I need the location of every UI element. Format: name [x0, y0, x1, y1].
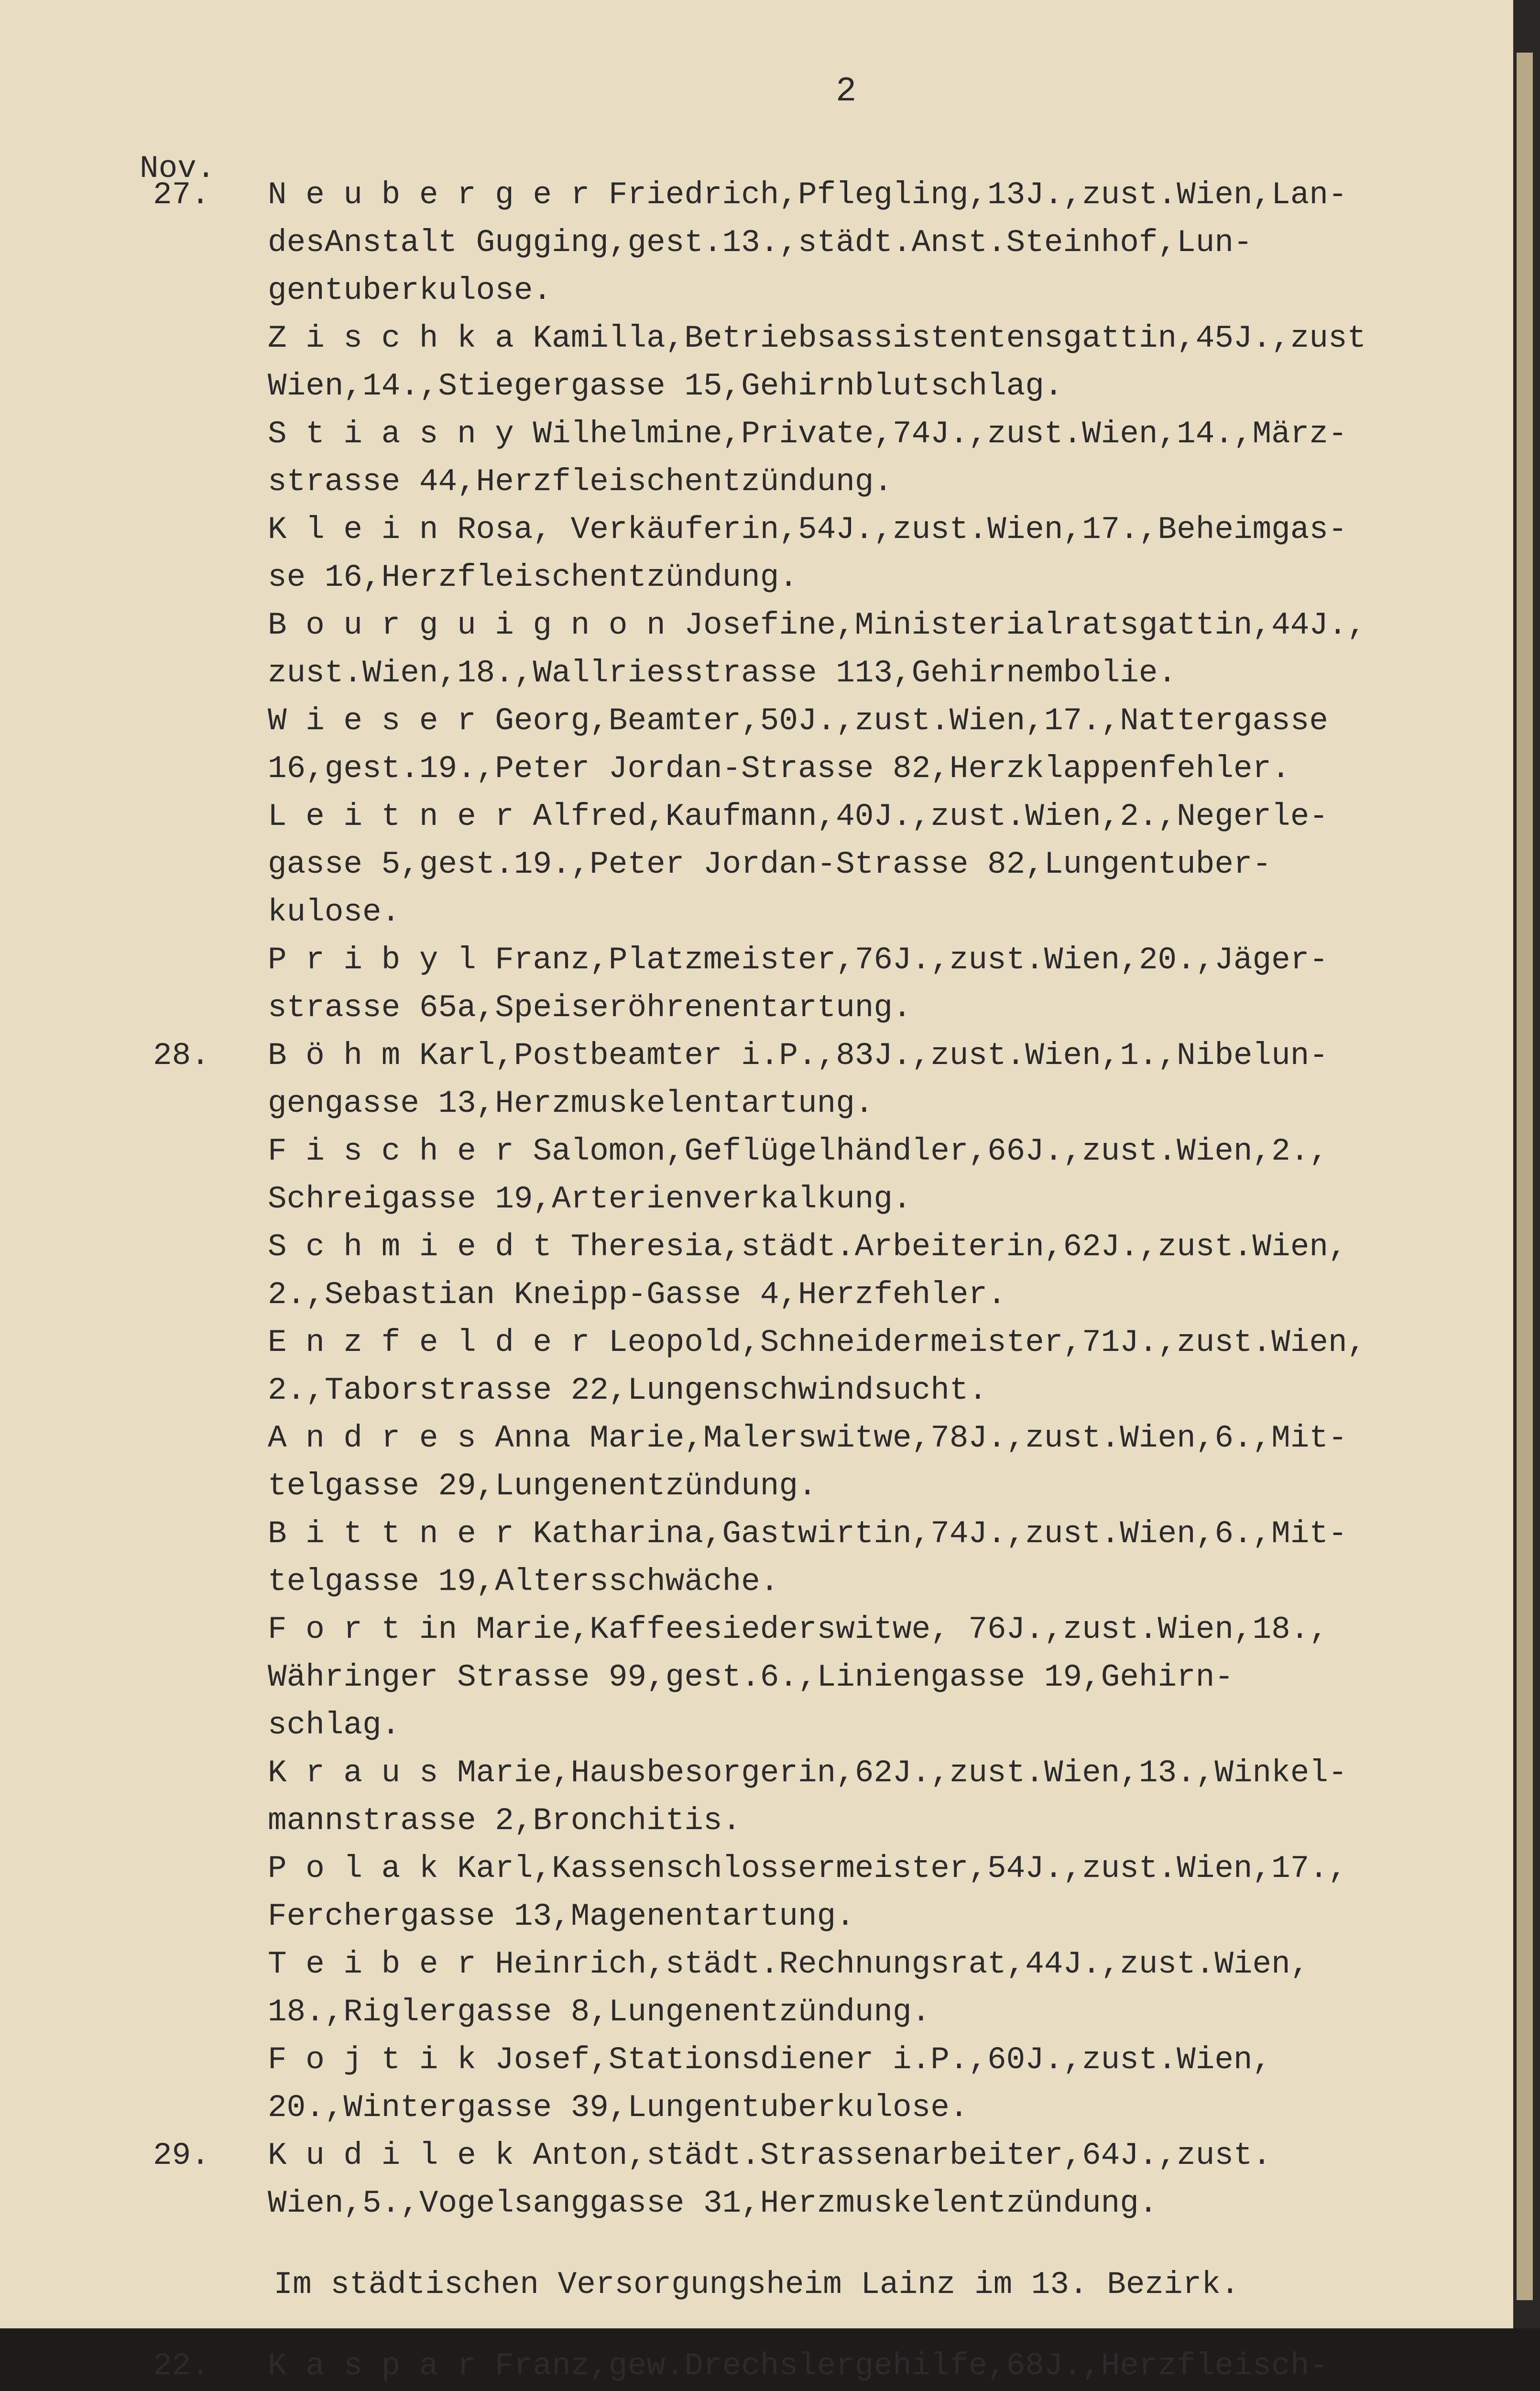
entry-text: K l e i n Rosa, Verkäuferin,54J.,zust.Wien,17.,Beheimgas- [268, 512, 1347, 548]
entry-date: 27. [153, 177, 210, 213]
entry-text: strasse 65a,Speiseröhrenentartung. [268, 990, 912, 1026]
register-line [0, 602, 1513, 649]
entry-text: W i e s e r Georg,Beamter,50J.,zust.Wien,17.,Nattergasse [268, 703, 1328, 739]
entry-text: telgasse 29,Lungenentzündung. [268, 1468, 817, 1504]
entry-text: B i t t n e r Katharina,Gastwirtin,74J.,zust.Wien,6.,Mit- [268, 1516, 1347, 1552]
entry-text: gasse 5,gest.19.,Peter Jordan-Strasse 82,Lungentuber- [268, 846, 1272, 882]
entry-text: F o r t in Marie,Kaffeesiederswitwe, 76J.,zust.Wien,18., [268, 1612, 1328, 1647]
month-label: Nov. [140, 151, 216, 186]
register-line [0, 1701, 1513, 1749]
entry-text: se 16,Herzfleischentzündung. [268, 559, 798, 595]
register-line [0, 1749, 1513, 1797]
entry-text: 2.,Taborstrasse 22,Lungenschwindsucht. [268, 1372, 988, 1408]
register-line [0, 649, 1513, 697]
register-line [0, 1893, 1513, 1941]
entry-text: kulose. [268, 894, 401, 930]
register-line [0, 984, 1513, 1032]
register-line [0, 219, 1513, 267]
entry-text: F i s c h e r Salomon,Geflügelhändler,66J.,zust.Wien,2., [268, 1133, 1328, 1169]
page-number: 2 [836, 72, 857, 111]
register-line [0, 506, 1513, 554]
register-line [0, 1319, 1513, 1367]
entry-text: B o u r g u i g n o n Josefine,Ministerialratsgattin,44J., [268, 607, 1366, 643]
register-line [0, 171, 1513, 219]
entry-text: P r i b y l Franz,Platzmeister,76J.,zust.Wien,20.,Jäger- [268, 942, 1328, 978]
register-line [0, 458, 1513, 506]
register-line [0, 745, 1513, 793]
next-page-edge [1517, 53, 1533, 2300]
register-line [0, 362, 1513, 410]
entry-text: Z i s c h k a Kamilla,Betriebsassistentensgattin,45J.,zust [268, 320, 1366, 356]
entry-text: B ö h m Karl,Postbeamter i.P.,83J.,zust.Wien,1.,Nibelun- [268, 1038, 1328, 1074]
section-heading: Im städtischen Versorgungsheim Lainz im 13. Bezirk. [273, 2267, 1240, 2303]
entry-text: K r a u s Marie,Hausbesorgerin,62J.,zust.Wien,13.,Winkel- [268, 1755, 1347, 1791]
register-line [0, 1080, 1513, 1128]
entry-text: gentuberkulose. [268, 273, 552, 308]
register-line [0, 1032, 1513, 1080]
register-line [0, 2390, 1513, 2391]
register-line [0, 2342, 1513, 2390]
register-line [0, 1941, 1513, 1988]
entry-text [268, 2390, 476, 2391]
entry-text: Wien,14.,Stiegergasse 15,Gehirnblutschlag. [268, 368, 1063, 404]
register-line [0, 1845, 1513, 1893]
register-line [0, 1367, 1513, 1415]
entry-text: schlag. [268, 1707, 401, 1743]
entry-text: Schreigasse 19,Arterienverkalkung. [268, 1181, 912, 1217]
register-line [0, 315, 1513, 362]
register-line [0, 1606, 1513, 1654]
register-line [0, 1415, 1513, 1462]
register-line [0, 1462, 1513, 1510]
register-line [0, 1128, 1513, 1175]
entry-text: 16,gest.19.,Peter Jordan-Strasse 82,Herzklappenfehler. [268, 751, 1290, 787]
entry-text: L e i t n e r Alfred,Kaufmann,40J.,zust.Wien,2.,Negerle- [268, 799, 1328, 834]
entry-text: gengasse 13,Herzmuskelentartung. [268, 1086, 874, 1121]
entry-text: Währinger Strasse 99,gest.6.,Liniengasse 19,Gehirn- [268, 1659, 1234, 1695]
register-line [0, 1175, 1513, 1223]
entry-text: Wien,5.,Vogelsanggasse 31,Herzmuskelentzündung. [268, 2185, 1158, 2221]
entry-text: telgasse 19,Altersschwäche. [268, 1564, 779, 1600]
entry-text: 20.,Wintergasse 39,Lungentuberkulose. [268, 2090, 969, 2126]
register-line [0, 410, 1513, 458]
register-line [0, 1988, 1513, 2036]
entry-text: E n z f e l d e r Leopold,Schneidermeister,71J.,zust.Wien, [268, 1325, 1366, 1360]
entry-text: A n d r e s Anna Marie,Malerswitwe,78J.,zust.Wien,6.,Mit- [268, 1420, 1347, 1456]
entry-text: S c h m i e d t Theresia,städt.Arbeiterin,62J.,zust.Wien, [268, 1229, 1347, 1265]
entry-text: 2.,Sebastian Kneipp-Gasse 4,Herzfehler. [268, 1277, 1006, 1313]
entry-text: Ferchergasse 13,Magenentartung. [268, 1898, 855, 1934]
register-line [0, 793, 1513, 841]
entry-text: strasse 44,Herzfleischentzündung. [268, 464, 893, 500]
register-line [0, 2036, 1513, 2084]
entry-date: 22. [153, 2348, 210, 2384]
entry-text: N e u b e r g e r Friedrich,Pflegling,13J.,zust.Wien,Lan- [268, 177, 1347, 213]
register-line [0, 1558, 1513, 1606]
entry-text: zust.Wien,18.,Wallriesstrasse 113,Gehirnembolie. [268, 655, 1177, 691]
register-line [0, 1271, 1513, 1319]
entry-text: P o l a k Karl,Kassenschlossermeister,54J.,zust.Wien,17., [268, 1851, 1347, 1886]
register-line [0, 2180, 1513, 2227]
entry-text: mannstrasse 2,Bronchitis. [268, 1803, 742, 1839]
register-line [0, 2132, 1513, 2180]
register-line [0, 697, 1513, 745]
entry-date: 28. [153, 1038, 210, 1074]
register-line [0, 888, 1513, 936]
entry-text: 18.,Riglergasse 8,Lungenentzündung. [268, 1994, 931, 2030]
register-line [0, 1510, 1513, 1558]
entry-text: desAnstalt Gugging,gest.13.,städt.Anst.Steinhof,Lun- [268, 225, 1253, 261]
register-line [0, 267, 1513, 315]
register-line [0, 554, 1513, 602]
register-line [0, 1654, 1513, 1701]
register-line [0, 841, 1513, 888]
register-line [0, 1797, 1513, 1845]
register-line [0, 2084, 1513, 2132]
register-line [0, 1223, 1513, 1271]
entry-text: F o j t i k Josef,Stationsdiener i.P.,60J.,zust.Wien, [268, 2042, 1272, 2078]
entry-text: S t i a s n y Wilhelmine,Private,74J.,zust.Wien,14.,März- [268, 416, 1347, 452]
entry-text: K a s p a r Franz,gew.Drechslergehilfe,68J.,Herzfleisch- [268, 2348, 1328, 2384]
entry-text: K u d i l e k Anton,städt.Strassenarbeiter,64J.,zust. [268, 2138, 1272, 2173]
entry-text: T e i b e r Heinrich,städt.Rechnungsrat,44J.,zust.Wien, [268, 1946, 1310, 1982]
register-line [0, 936, 1513, 984]
entry-date: 29. [153, 2138, 210, 2173]
